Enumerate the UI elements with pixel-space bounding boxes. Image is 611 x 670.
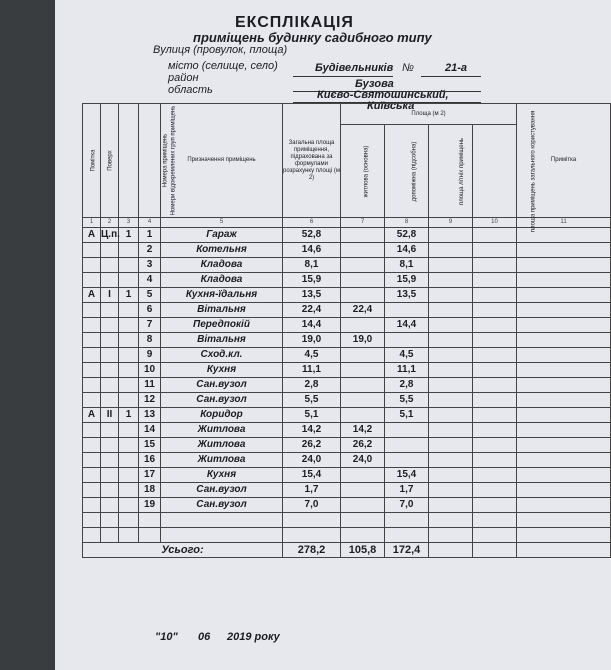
cell-total: 14,6 [283,243,341,258]
cell-empty [473,378,517,393]
district-value: Києво-Святошинський, [317,89,449,101]
cell-num: 18 [139,483,161,498]
cell-mark [83,423,101,438]
number-value: 21-а [445,62,468,74]
cell-total: 13,5 [283,288,341,303]
city-label: місто (селище, село) [168,60,278,72]
totals-total: 278,2 [283,543,341,558]
cell-living [341,393,385,408]
cell-group: 1 [119,288,139,303]
cell-floor: ІІ [101,408,119,423]
header-note: Примітка [517,104,611,218]
cell-empty [517,378,611,393]
cell-total: 15,9 [283,273,341,288]
cell-empty [429,258,473,273]
cell-empty [473,453,517,468]
table-row [83,243,611,258]
cell-empty [473,303,517,318]
cell-group [119,453,139,468]
cell-mark: А [83,408,101,423]
cell-empty [517,333,611,348]
cell-floor [101,438,119,453]
cell-living [341,228,385,243]
cell-total: 19,0 [283,333,341,348]
cell-floor [101,483,119,498]
cell-group [119,393,139,408]
cell-name: Котельня [161,243,283,258]
cell-empty [473,273,517,288]
header-total-area: Загальна площа приміщення, підрахована за формулами розрахунку площі (м 2) [283,104,341,218]
cell-floor [101,423,119,438]
cell-mark [83,363,101,378]
cell-aux: 8,1 [385,258,429,273]
cell-living [341,258,385,273]
cell-total: 14,2 [283,423,341,438]
cell-mark [83,453,101,468]
cell-floor [101,258,119,273]
cell-total: 26,2 [283,438,341,453]
cell-living [341,273,385,288]
cell-aux [385,333,429,348]
cell-aux [385,423,429,438]
cell-empty [517,258,611,273]
cell-aux: 15,4 [385,468,429,483]
cell-living [341,483,385,498]
cell-empty [429,333,473,348]
table-row [83,318,611,333]
cell-empty [517,453,611,468]
cell-aux: 14,6 [385,243,429,258]
cell-floor [101,468,119,483]
cell-living [341,348,385,363]
cell-empty [429,408,473,423]
cell-mark: А [83,228,101,243]
cell-empty [429,348,473,363]
cell-aux: 11,1 [385,363,429,378]
cell-name: Сан.вузол [161,498,283,513]
document-sheet [55,0,611,670]
cell-aux: 2,8 [385,378,429,393]
table-row [83,483,611,498]
date-month: 06 [198,631,211,643]
cell-num: 7 [139,318,161,333]
cell-group: 1 [119,228,139,243]
cell-living: 19,0 [341,333,385,348]
cell-living [341,288,385,303]
cell-living [341,498,385,513]
cell-living: 24,0 [341,453,385,468]
cell-total: 4,5 [283,348,341,363]
cell-empty [473,243,517,258]
cell-empty [473,468,517,483]
cell-empty [473,228,517,243]
cell-name: Вітальня [161,333,283,348]
cell-empty [473,348,517,363]
cell-name: Гараж [161,228,283,243]
cell-name: Житлова [161,423,283,438]
cell-empty [429,273,473,288]
cell-empty [429,318,473,333]
cell-name: Вітальня [161,303,283,318]
table-row [83,303,611,318]
table-row [83,453,611,468]
cell-empty [429,483,473,498]
cell-empty [517,438,611,453]
cell-empty [429,363,473,378]
district-label: район [168,72,199,84]
cell-empty [517,408,611,423]
cell-empty [429,243,473,258]
cell-mark: А [83,288,101,303]
cell-living [341,468,385,483]
totals-living: 105,8 [341,543,385,558]
cell-total: 14,4 [283,318,341,333]
cell-empty [429,228,473,243]
cell-num: 4 [139,273,161,288]
cell-aux [385,438,429,453]
table-row [83,408,611,423]
explication-table [82,103,611,558]
table-row [83,348,611,363]
cell-name: Сан.вузол [161,393,283,408]
cell-total: 11,1 [283,363,341,378]
cell-floor [101,393,119,408]
cell-name: Кухня [161,363,283,378]
table-row [83,273,611,288]
cell-name: Передпокій [161,318,283,333]
cell-aux: 5,1 [385,408,429,423]
cell-num: 13 [139,408,161,423]
cell-num: 9 [139,348,161,363]
cell-living: 22,4 [341,303,385,318]
cell-empty [517,243,611,258]
street-value: Будівельників [315,62,394,74]
cell-empty [473,288,517,303]
header-room-number: Номера приміщень [139,104,161,218]
cell-mark [83,333,101,348]
cell-group [119,243,139,258]
cell-total: 22,4 [283,303,341,318]
cell-name: Житлова [161,438,283,453]
cell-floor: Ц.п. [101,228,119,243]
table-row [83,378,611,393]
cell-mark [83,348,101,363]
cell-name: Сан.вузол [161,483,283,498]
cell-floor [101,498,119,513]
header-floor: Поверх [101,104,119,218]
table-row [83,498,611,513]
cell-name: Кладова [161,258,283,273]
cell-aux [385,453,429,468]
cell-total: 8,1 [283,258,341,273]
cell-num: 3 [139,258,161,273]
cell-num: 15 [139,438,161,453]
cell-mark [83,273,101,288]
cell-group [119,303,139,318]
cell-empty [429,303,473,318]
cell-aux: 14,4 [385,318,429,333]
header-common: площа приміщень загального користування [473,125,517,218]
cell-floor [101,273,119,288]
cell-total: 15,4 [283,468,341,483]
cell-num: 11 [139,378,161,393]
cell-floor [101,318,119,333]
cell-aux: 4,5 [385,348,429,363]
cell-group [119,378,139,393]
cell-aux: 13,5 [385,288,429,303]
cell-group [119,498,139,513]
cell-living [341,243,385,258]
cell-empty [473,318,517,333]
cell-mark [83,303,101,318]
cell-mark [83,243,101,258]
cell-mark [83,318,101,333]
table-row [83,393,611,408]
cell-empty [473,423,517,438]
cell-empty [429,423,473,438]
document-title: ЕКСПЛІКАЦІЯ [235,14,354,31]
cell-num: 16 [139,453,161,468]
cell-empty [429,453,473,468]
cell-group [119,273,139,288]
number-label: № [402,62,414,74]
cell-name: Кухня [161,468,283,483]
cell-floor [101,363,119,378]
date-day: "10" [155,631,178,643]
cell-living: 14,2 [341,423,385,438]
date-year: 2019 року [227,631,280,643]
cell-group [119,258,139,273]
cell-empty [517,393,611,408]
cell-aux: 15,9 [385,273,429,288]
cell-num: 6 [139,303,161,318]
cell-num: 1 [139,228,161,243]
cell-total: 1,7 [283,483,341,498]
cell-group [119,348,139,363]
street-label: Вулиця (провулок, площа) [153,44,288,56]
cell-mark [83,438,101,453]
cell-num: 10 [139,363,161,378]
cell-floor [101,348,119,363]
table-row [83,468,611,483]
header-mark: Помітка [83,104,101,218]
cell-name: Кладова [161,273,283,288]
region-value: Київська [367,100,415,112]
cell-empty [473,363,517,378]
cell-mark [83,483,101,498]
header-area-group: Площа (м 2) [341,104,517,125]
cell-floor: І [101,288,119,303]
cell-total: 24,0 [283,453,341,468]
cell-empty [429,288,473,303]
cell-group [119,438,139,453]
cell-total: 5,5 [283,393,341,408]
column-number-row: 1 2 3 4 5 6 7 8 9 10 11 [83,218,611,228]
cell-empty [473,258,517,273]
cell-num: 8 [139,333,161,348]
cell-num: 12 [139,393,161,408]
cell-total: 5,1 [283,408,341,423]
cell-empty [517,498,611,513]
cell-floor [101,243,119,258]
cell-num: 19 [139,498,161,513]
cell-group [119,423,139,438]
cell-empty [473,438,517,453]
cell-floor [101,378,119,393]
header-auxiliary: допоміжна (підсобна) [385,125,429,218]
cell-floor [101,303,119,318]
cell-empty [517,318,611,333]
region-label: область [168,84,213,96]
cell-group [119,318,139,333]
cell-empty [473,393,517,408]
cell-floor [101,333,119,348]
cell-mark [83,468,101,483]
cell-num: 17 [139,468,161,483]
cell-aux [385,303,429,318]
cell-name: Сан.вузол [161,378,283,393]
cell-empty [517,288,611,303]
header-living: житлова (основна) [341,125,385,218]
cell-empty [473,498,517,513]
cell-living [341,378,385,393]
cell-empty [429,393,473,408]
cell-empty [473,333,517,348]
cell-mark [83,378,101,393]
city-value: Бузова [355,78,394,90]
cell-name: Сход.кл. [161,348,283,363]
cell-empty [517,363,611,378]
cell-empty [429,498,473,513]
cell-num: 5 [139,288,161,303]
table-row [83,288,611,303]
cell-aux: 5,5 [385,393,429,408]
cell-empty [429,378,473,393]
cell-mark [83,498,101,513]
blank-row [83,513,611,528]
cell-total: 52,8 [283,228,341,243]
cell-empty [429,468,473,483]
cell-mark [83,393,101,408]
cell-mark [83,258,101,273]
cell-living [341,408,385,423]
cell-group [119,468,139,483]
table-row [83,258,611,273]
table-row [83,363,611,378]
cell-living [341,318,385,333]
cell-num: 2 [139,243,161,258]
cell-group [119,363,139,378]
cell-total: 7,0 [283,498,341,513]
cell-empty [473,483,517,498]
cell-aux: 52,8 [385,228,429,243]
cell-empty [517,348,611,363]
totals-row [83,543,611,558]
table-row [83,333,611,348]
cell-empty [517,468,611,483]
cell-name: Коридор [161,408,283,423]
cell-total: 2,8 [283,378,341,393]
cell-group [119,333,139,348]
cell-num: 14 [139,423,161,438]
cell-name: Житлова [161,453,283,468]
header-summer: площа літніх приміщень [429,125,473,218]
cell-empty [517,273,611,288]
cell-name: Кухня-їдальня [161,288,283,303]
totals-label: Усього: [83,543,283,558]
table-row [83,438,611,453]
cell-empty [429,438,473,453]
cell-living [341,363,385,378]
document-subtitle: приміщень будинку садибного типу [193,30,432,45]
totals-aux: 172,4 [385,543,429,558]
table-row [83,423,611,438]
cell-living: 26,2 [341,438,385,453]
cell-aux: 7,0 [385,498,429,513]
header-group: Номери відокремлених груп приміщень [119,104,139,218]
cell-aux: 1,7 [385,483,429,498]
cell-group: 1 [119,408,139,423]
cell-empty [517,303,611,318]
blank-row [83,528,611,543]
cell-empty [517,423,611,438]
header-purpose: Призначення приміщень [161,104,283,218]
cell-empty [517,483,611,498]
cell-empty [473,408,517,423]
cell-group [119,483,139,498]
cell-floor [101,453,119,468]
